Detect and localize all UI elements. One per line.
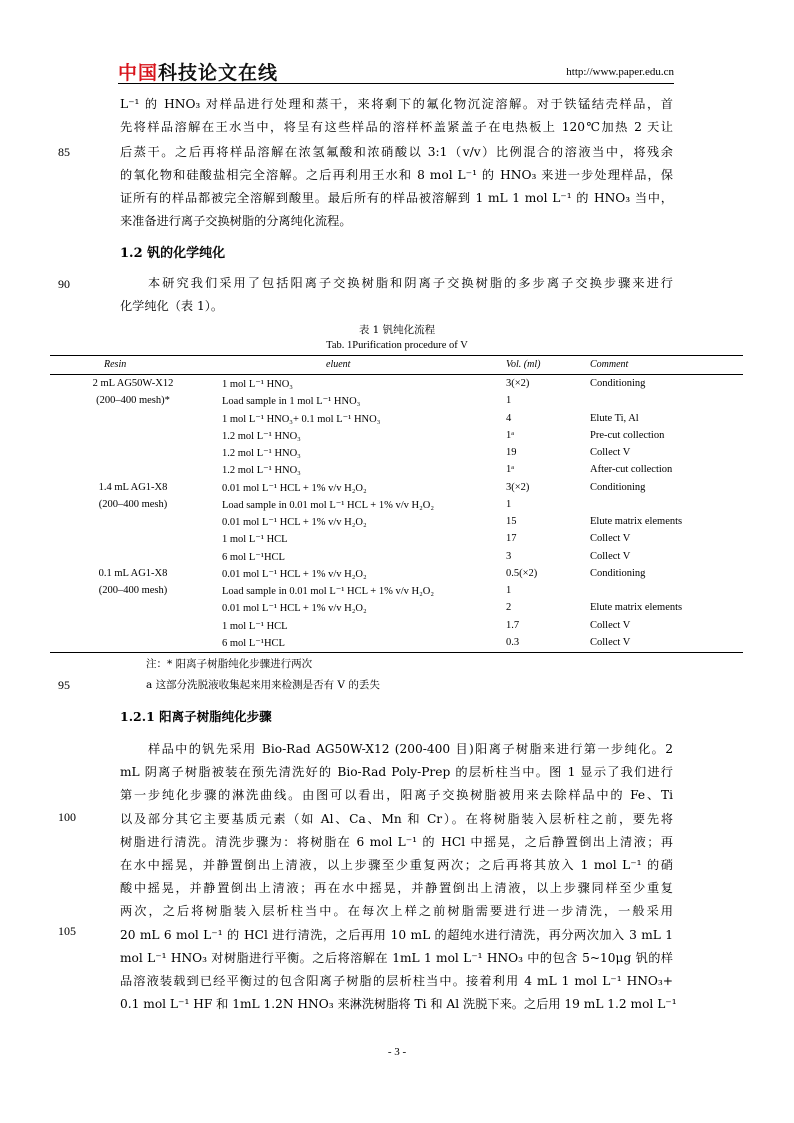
section-1-2-1-line: 树脂进行清洗。清洗步骤为：将树脂在 6 mol L⁻¹ 的 HCl 中摇晃，之后静置倒出上清液；再: [120, 834, 673, 849]
intro-line-6: 来准备进行离子交换树脂的分离纯化流程。: [120, 214, 352, 228]
table-cell-resin: 0.1 mL AG1-X8: [98, 567, 168, 579]
table-cell-vol: 1ᵃ: [506, 429, 515, 441]
table-cell-comment: After-cut collection: [590, 464, 673, 476]
journal-logo: [118, 58, 278, 85]
table-cell-eluent: Load sample in 0.01 mol L⁻¹ HCL + 1% v/v H₂O₂: [222, 499, 434, 511]
table-cell-comment: Collect V: [590, 447, 631, 458]
section-1-2-1-line: 在水中摇晃，并静置倒出上清液，以上步骤至少重复两次；之后再将其放入 1 mol L⁻¹ 的硝: [120, 858, 673, 872]
table-cell-resin: 2 mL AG50W-X12: [92, 378, 174, 389]
table-cell-comment: Collect V: [590, 636, 631, 648]
section-1-2-1-line: mol L⁻¹ HNO₃ 对树脂进行平衡。之后将溶解在 1mL 1 mol L⁻¹ HNO₃ 中的包含 5~10μg 钒的样: [120, 950, 673, 965]
table-cell-vol: 0.3: [506, 636, 520, 648]
table-cell-comment: Collect V: [590, 550, 631, 562]
table-header-rule: [50, 374, 743, 375]
logo-red-text: 中国: [118, 62, 159, 84]
table-cell-comment: Conditioning: [590, 378, 646, 389]
table-cell-vol: 3: [506, 550, 512, 562]
line-number: 105: [58, 924, 76, 938]
section-1-2-1-line: 两次，之后将树脂装入层析柱当中。在每次上样之前树脂需要进行进一步清洗，一般采用: [120, 904, 673, 919]
table-cell-resin: 1.4 mL AG1-X8: [98, 481, 168, 493]
table-cell-eluent: 6 mol L⁻¹HCL: [222, 637, 285, 649]
table-cell-eluent: 0.01 mol L⁻¹ HCL + 1% v/v H₂O₂: [222, 568, 367, 580]
section-1-2-1-line: 20 mL 6 mol L⁻¹ 的 HCl 进行清洗，之后再用 10 mL 的超纯水进行清洗，再分两次加入 3 mL 1: [120, 927, 673, 942]
table-cell-vol: 1.7: [506, 619, 520, 631]
table-cell-eluent: 1.2 mol L⁻¹ HNO₃: [222, 430, 301, 442]
table-header-eluent: eluent: [326, 359, 351, 370]
page-number: - 3 -: [387, 1046, 407, 1058]
section-heading-1-2-1: 1.2.1 阳离子树脂纯化步骤: [120, 709, 272, 724]
table-cell-vol: 3(×2): [506, 481, 530, 493]
table-cell-eluent: 1 mol L⁻¹ HCL: [222, 620, 288, 632]
table-header-resin: Resin: [104, 359, 127, 370]
table-cell-eluent: Load sample in 1 mol L⁻¹ HNO₃: [222, 396, 361, 408]
table-cell-vol: 1ᵃ: [506, 464, 515, 476]
table-cell-vol: 3(×2): [506, 378, 530, 389]
line-number: 85: [58, 145, 70, 159]
section-1-2-1-line: 品溶液装载到已经平衡过的包含阳离子树脂的层析柱当中。接着利用 4 mL 1 mol L⁻¹ HNO₃+: [120, 974, 673, 988]
table-cell-vol: 19: [506, 447, 517, 458]
header-rule: [118, 83, 674, 84]
section-1-2-1-line: 以及部分其它主要基质元素（如 Al、Ca、Mn 和 Cr）。在将树脂装入层析柱之前，要先将: [120, 811, 673, 826]
table-cell-vol: 1: [506, 498, 512, 510]
table-note-1: 注：* 阳离子树脂纯化步骤进行两次: [146, 658, 313, 670]
table-cell-resin: (200–400 mesh): [98, 585, 168, 596]
table-cell-eluent: 1.2 mol L⁻¹ HNO₃: [222, 448, 301, 459]
table-cell-vol: 0.5(×2): [506, 567, 538, 579]
table-top-rule: [50, 355, 743, 356]
table-cell-eluent: 1.2 mol L⁻¹ HNO₃: [222, 465, 301, 477]
table-note-2: a 这部分洗脱液收集起来用来检测是否有 V 的丢失: [146, 679, 380, 691]
table-cell-eluent: 0.01 mol L⁻¹ HCL + 1% v/v H₂O₂: [222, 482, 367, 494]
section-1-2-1-line: 酸中摇晃，并静置倒出上清液；再在水中摇晃，并静置倒出上清液，以上步骤同样至少重复: [120, 881, 673, 896]
line-number: 100: [58, 810, 76, 824]
table-cell-vol: 1: [506, 395, 512, 407]
section-1-2-1-line: 0.1 mol L⁻¹ HF 和 1mL 1.2N HNO₃ 来淋洗树脂将 Ti 和 Al 洗脱下来。之后用 19 mL 1.2 mol L⁻¹: [120, 997, 677, 1012]
table-cell-resin: (200–400 mesh)*: [96, 395, 170, 407]
table-header-comment: Comment: [590, 359, 629, 370]
section-heading-1-2: 1.2 钒的化学纯化: [120, 246, 226, 261]
table-caption-en: Tab. 1Purification procedure of V: [326, 340, 468, 351]
header-url[interactable]: http://www.paper.edu.cn: [566, 66, 674, 78]
table-caption-cn: 表 1 钒纯化流程: [358, 324, 436, 336]
table-cell-vol: 4: [506, 412, 512, 424]
section-1-2-line-1: 本研究我们采用了包括阳离子交换树脂和阴离子交换树脂的多步离子交换步骤来进行: [148, 276, 673, 290]
section-1-2-1-line: 样品中的钒先采用 Bio-Rad AG50W-X12 (200-400 目)阳离子树脂来进行第一步纯化。2: [148, 742, 673, 756]
table-cell-comment: Conditioning: [590, 481, 646, 493]
table-cell-comment: Elute Ti, Al: [590, 412, 639, 424]
table-cell-eluent: Load sample in 0.01 mol L⁻¹ HCL + 1% v/v H₂O₂: [222, 586, 434, 597]
table-cell-comment: Pre-cut collection: [590, 429, 665, 441]
table-cell-vol: 15: [506, 516, 517, 527]
intro-line-1: L⁻¹ 的 HNO₃ 对样品进行处理和蒸干，来将剩下的氟化物沉淀溶解。对于铁锰结壳样品，首: [120, 97, 673, 111]
table-cell-eluent: 1 mol L⁻¹ HNO₃: [222, 379, 293, 390]
section-1-2-line-2: 化学纯化（表 1）。: [120, 299, 224, 313]
table-cell-vol: 1: [506, 585, 512, 596]
table-cell-comment: Collect V: [590, 619, 631, 631]
table-cell-comment: Elute matrix elements: [590, 602, 683, 614]
section-1-2-1-line: 第一步纯化步骤的淋洗曲线。由图可以看出，阳离子交换树脂被用来去除样品中的 Fe、Ti: [120, 788, 673, 803]
table-cell-eluent: 1 mol L⁻¹ HNO₃+ 0.1 mol L⁻¹ HNO₃: [222, 413, 381, 425]
table-cell-comment: Collect V: [590, 533, 631, 545]
table-cell-comment: Elute matrix elements: [590, 516, 683, 527]
table-cell-vol: 17: [506, 533, 517, 545]
table-cell-eluent: 1 mol L⁻¹ HCL: [222, 534, 288, 546]
table-cell-eluent: 0.01 mol L⁻¹ HCL + 1% v/v H₂O₂: [222, 603, 367, 615]
table-cell-eluent: 6 mol L⁻¹HCL: [222, 551, 285, 563]
intro-line-2: 先将样品溶解在王水当中，将呈有这些样品的溶样杯盖紧盖子在电热板上 120℃加热 2 天让: [120, 120, 673, 134]
intro-line-4: 的氧化物和硅酸盐相完全溶解。之后再利用王水和 8 mol L⁻¹ 的 HNO₃ 来进一步处理样品，保: [120, 168, 673, 182]
table-cell-eluent: 0.01 mol L⁻¹ HCL + 1% v/v H₂O₂: [222, 517, 367, 528]
line-number: 90: [58, 277, 70, 291]
table-cell-vol: 2: [506, 602, 512, 614]
table-bottom-rule: [50, 652, 743, 653]
intro-line-3: 后蒸干。之后再将样品溶解在浓氢氟酸和浓硝酸以 3:1（v/v）比例混合的溶液当中，将残余: [120, 145, 673, 159]
intro-line-5: 证所有的样品都被完全溶解到酸里。最后所有的样品被溶解到 1 mL 1 mol L⁻¹ 的 HNO₃ 当中，: [120, 191, 673, 205]
logo-black-text: 科技论文在线: [158, 62, 279, 84]
table-header-vol: Vol. (ml): [506, 359, 541, 370]
section-1-2-1-line: mL 阴离子树脂被装在预先清洗好的 Bio-Rad Poly-Prep 的层析柱当中。图 1 显示了我们进行: [120, 765, 673, 780]
table-cell-comment: Conditioning: [590, 567, 646, 579]
line-number: 95: [58, 678, 70, 692]
table-cell-resin: (200–400 mesh): [98, 498, 168, 510]
